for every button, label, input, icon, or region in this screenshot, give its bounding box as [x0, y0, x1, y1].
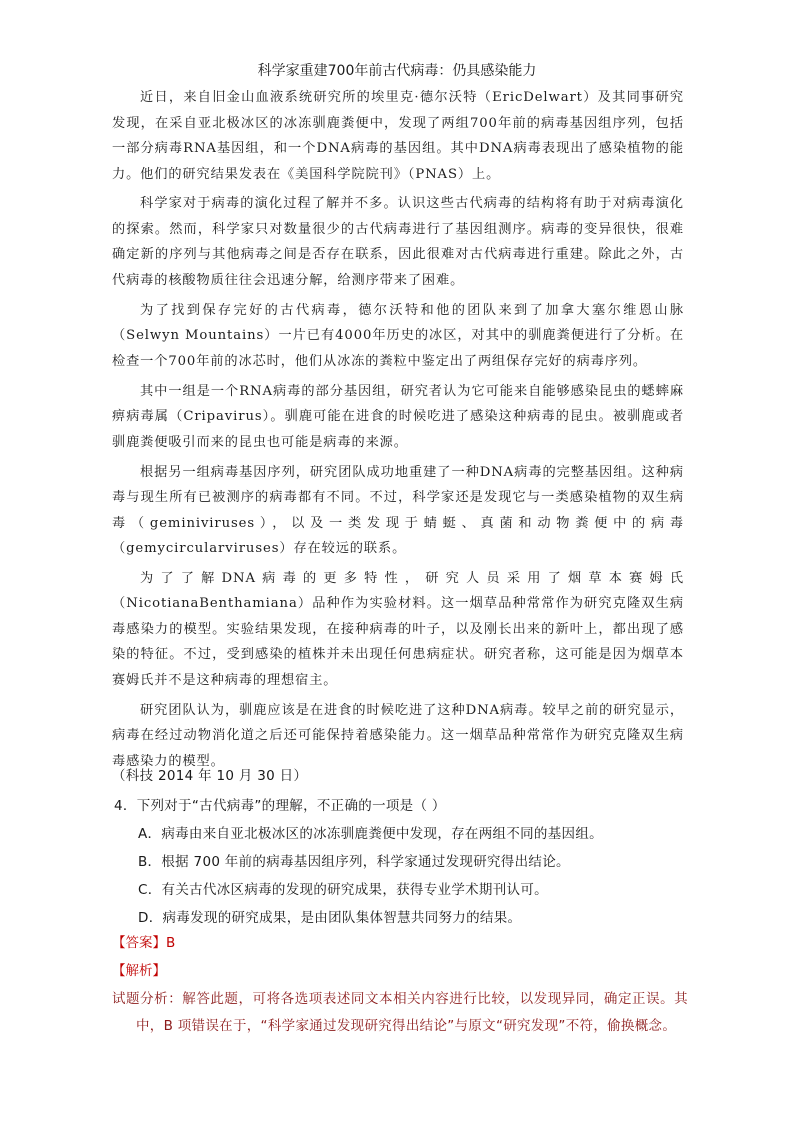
- article-paragraph: 根据另一组病毒基因序列，研究团队成功地重建了一种DNA病毒的完整基因组。这种病毒与现生所有已被测序的病毒都有不同。不过，科学家还是发现它与一类感染植物的双生病毒（geminiviruses），以及一类发现于蜻蜓、真菌和动物粪便中的病毒（gemycircularviruses）存在较远的联系。: [112, 464, 684, 557]
- article-paragraph: 研究团队认为，驯鹿应该是在进食的时候吃进了这种DNA病毒。较早之前的研究显示，病毒在经过动物消化道之后还可能保持着感染能力。这一烟草品种常常作为研究克隆双生病毒感染力的模型。: [112, 702, 684, 769]
- article-paragraph: 其中一组是一个RNA病毒的部分基因组，研究者认为它可能来自能够感染昆虫的蟋蟀麻痹病毒属（Cripavirus）。驯鹿可能在进食的时候吃进了感染这种病毒的昆虫。被驯鹿或者驯鹿粪便吸引而来的昆虫也可能是病毒的来源。: [112, 383, 684, 450]
- article-paragraph: 为了了解DNA病毒的更多特性，研究人员采用了烟草本赛姆氏（NicotianaBenthamiana）品种作为实验材料。这一烟草品种常常作为研究克隆双生病毒感染力的模型。实验结果发现，在接种病毒的叶子，以及刚长出来的新叶上，都出现了感染的特征。不过，受到感染的植株并未出现任何患病症状。研究者称，这可能是因为烟草本赛姆氏并不是这种病毒的理想宿主。: [112, 570, 684, 688]
- answer-line: [112, 932, 175, 954]
- analysis-text: 试题分析：解答此题，可将各选项表述同文本相关内容进行比较，以发现异同，确定正误。其中，B 项错误在于，“科学家通过发现研究得出结论”与原文“研究发现”不符，偷换概念。: [112, 991, 688, 1034]
- analysis-label: 【解析】: [112, 963, 166, 979]
- article-paragraph: 科学家对于病毒的演化过程了解并不多。认识这些古代病毒的结构将有助于对病毒演化的探索。然而，科学家只对数量很少的古代病毒进行了基因组测序。病毒的变异很快，很难确定新的序列与其他病毒之间是否存在联系，因此很难对古代病毒进行重建。除此之外，古代病毒的核酸物质往往会迅速分解，给测序带来了困难。: [112, 196, 684, 288]
- question-stem: 4．下列对于“古代病毒”的理解，不正确的一项是（ ）: [114, 798, 446, 814]
- analysis-heading: [112, 960, 166, 982]
- article-body: [112, 85, 684, 779]
- article-paragraph: 为了找到保存完好的古代病毒，德尔沃特和他的团队来到了加拿大塞尔维恩山脉（Selwyn Mountains）一片已有4000年历史的冰区，对其中的驯鹿粪便进行了分析。在检查一个700年前的冰芯时，他们从冰冻的粪粒中鉴定出了两组保存完好的病毒序列。: [112, 302, 684, 369]
- article-title: 科学家重建700年前古代病毒：仍具感染能力: [257, 63, 537, 79]
- option-c: C．有关古代冰区病毒的发现的研究成果，获得专业学术期刊认可。: [138, 882, 548, 898]
- question-options: [138, 823, 698, 935]
- option-a: A．病毒由来自亚北极冰区的冰冻驯鹿粪便中发现，存在两组不同的基因组。: [138, 826, 603, 842]
- article-paragraph: 近日，来自旧金山血液系统研究所的埃里克·德尔沃特（EricDelwart）及其同事研究发现，在采自亚北极冰区的冰冻驯鹿粪便中，发现了两组700年前的病毒基因组序列，包括一部分病毒RNA基因组，和一个DNA病毒的基因组。其中DNA病毒表现出了感染植物的能力。他们的研究结果发表在《美国科学院院刊》（PNAS）上。: [112, 90, 684, 182]
- option-d: D．病毒发现的研究成果，是由团队集体智慧共同努力的结果。: [138, 910, 522, 926]
- answer-value: B: [166, 935, 176, 951]
- option-b: B．根据 700 年前的病毒基因组序列，科学家通过发现研究得出结论。: [138, 854, 570, 870]
- article-source: （科技 2014 年 10 月 30 日）: [112, 768, 308, 784]
- answer-label: 【答案】: [112, 935, 166, 951]
